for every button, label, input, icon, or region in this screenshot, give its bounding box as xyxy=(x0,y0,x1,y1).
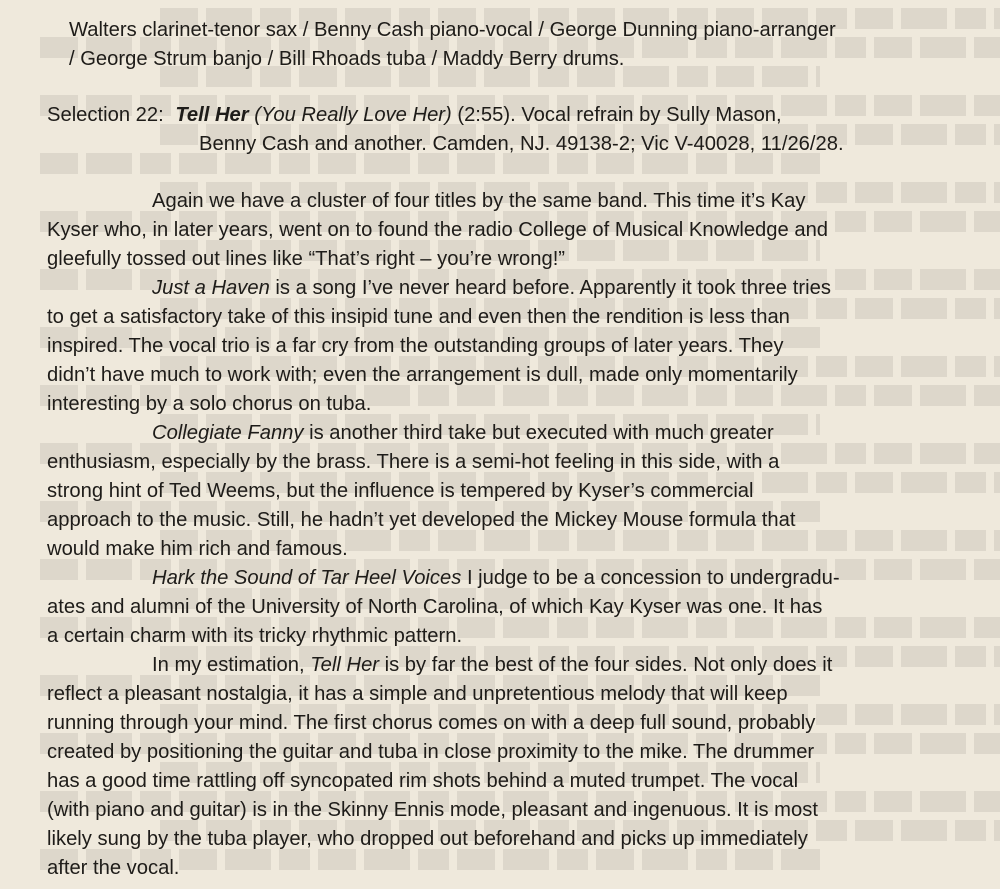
selection-header xyxy=(0,101,1000,159)
text-line: interesting by a solo chorus on tuba. xyxy=(47,393,372,415)
text-line: strong hint of Ted Weems, but the influence is tempered by Kyser’s commercial xyxy=(47,480,754,502)
text-line: to get a satisfactory take of this insipid tune and even then the rendition is less than xyxy=(47,306,790,328)
text-line: Again we have a cluster of four titles by the same band. This time it’s Kay xyxy=(152,190,806,212)
text-line: a certain charm with its tricky rhythmic pattern. xyxy=(47,625,463,647)
text-line: inspired. The vocal trio is a far cry from the outstanding groups of later years. They xyxy=(47,335,784,357)
paragraph-tell-her xyxy=(0,651,1000,883)
text-span: is a song I’ve never heard before. Apparently it took three tries xyxy=(269,277,831,299)
text-line: ates and alumni of the University of North Carolina, of which Kay Kyser was one. It has xyxy=(47,596,823,618)
text-line: has a good time rattling off syncopated rim shots behind a muted trumpet. The vocal xyxy=(47,770,799,792)
song-title: Collegiate Fanny xyxy=(152,422,304,444)
paragraph-tar-heel xyxy=(0,564,1000,651)
text-span: is by far the best of the four sides. Not only does it xyxy=(379,654,833,676)
song-title: Just a Haven xyxy=(152,277,270,299)
text-line xyxy=(0,651,1000,680)
paragraph-just-a-haven xyxy=(0,274,1000,419)
paragraph-collegiate-fanny xyxy=(0,419,1000,564)
text-line: Kyser who, in later years, went on to found the radio College of Musical Knowledge and xyxy=(47,219,829,241)
paragraph-intro xyxy=(0,187,1000,274)
selection-line: Benny Cash and another. Camden, NJ. 49138-2; Vic V-40028, 11/26/28. xyxy=(199,133,844,155)
text-line: after the vocal. xyxy=(47,857,180,879)
text-line xyxy=(0,274,1000,303)
text-line: didn’t have much to work with; even the arrangement is dull, made only momentarily xyxy=(47,364,798,386)
selection-details: (2:55). Vocal refrain by Sully Mason, xyxy=(457,104,782,126)
selection-label: Selection 22: xyxy=(47,104,164,126)
text-line: would make him rich and famous. xyxy=(47,538,348,560)
text-line: gleefully tossed out lines like “That’s right – you’re wrong!” xyxy=(47,248,566,270)
text-span: I judge to be a concession to undergradu- xyxy=(461,567,840,589)
text-line: enthusiasm, especially by the brass. There is a semi-hot feeling in this side, with a xyxy=(47,451,780,473)
personnel-lineup xyxy=(0,16,1000,74)
selection-subtitle: (You Really Love Her) xyxy=(254,104,452,126)
text-span: is another third take but executed with much greater xyxy=(303,422,774,444)
text-line: running through your mind. The first chorus comes on with a deep full sound, probably xyxy=(47,712,816,734)
text-line: (with piano and guitar) is in the Skinny Ennis mode, pleasant and ingenuous. It is most xyxy=(47,799,818,821)
selection-line xyxy=(0,101,1000,130)
text-line xyxy=(0,564,1000,593)
text-line: reflect a pleasant nostalgia, it has a simple and unpretentious melody that will keep xyxy=(47,683,788,705)
selection-title: Tell Her xyxy=(175,104,249,126)
text-line: likely sung by the tuba player, who dropped out beforehand and picks up immediately xyxy=(47,828,808,850)
text-line: created by positioning the guitar and tuba in close proximity to the mike. The drummer xyxy=(47,741,815,763)
text-line xyxy=(0,419,1000,448)
lineup-line: Walters clarinet-tenor sax / Benny Cash piano-vocal / George Dunning piano-arranger xyxy=(69,19,836,41)
text-line: approach to the music. Still, he hadn’t yet developed the Mickey Mouse formula that xyxy=(47,509,796,531)
text-span: In my estimation, xyxy=(152,654,311,676)
song-title: Hark the Sound of Tar Heel Voices xyxy=(152,567,462,589)
lineup-line: / George Strum banjo / Bill Rhoads tuba / Maddy Berry drums. xyxy=(69,48,625,70)
song-title: Tell Her xyxy=(310,654,380,676)
